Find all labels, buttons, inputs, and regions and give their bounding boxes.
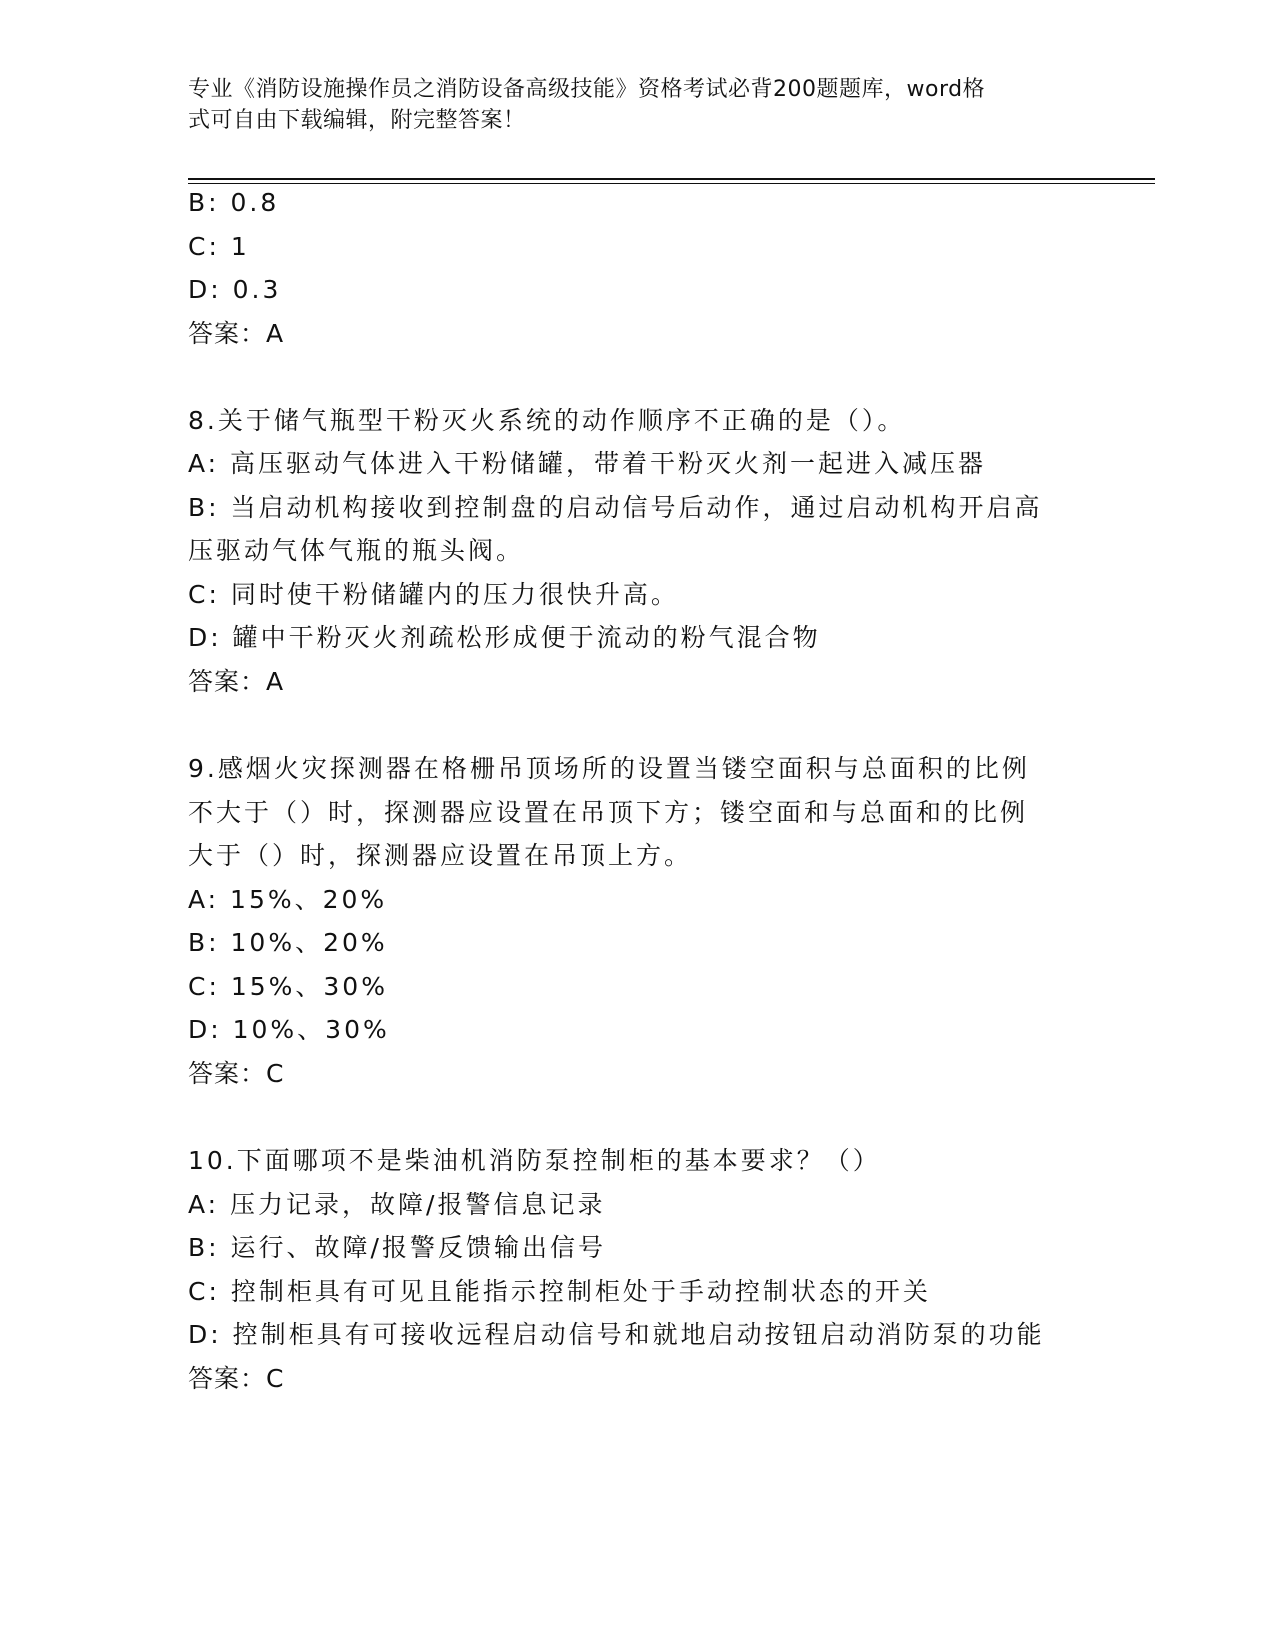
option-c: C: 1 <box>188 232 250 261</box>
option-b: B: 0.8 <box>188 188 280 217</box>
option-c: C: 15%、30% <box>188 972 388 1001</box>
question-stem-continued: 不大于（）时，探测器应设置在吊顶下方；镂空面和与总面和的比例 <box>188 798 1029 827</box>
header-line-1: 专业《消防设施操作员之消防设备高级技能》资格考试必背200题题库，word格 <box>188 77 986 102</box>
option-b: B: 当启动机构接收到控制盘的启动信号后动作，通过启动机构开启高 <box>188 493 1043 522</box>
question-stem: 8.关于储气瓶型干粉灭火系统的动作顺序不正确的是（）。 <box>188 406 906 435</box>
header-divider <box>188 178 1155 180</box>
answer-line: 答案：A <box>188 319 285 348</box>
header-line-2: 式可自由下载编辑，附完整答案！ <box>188 108 526 133</box>
option-c: C: 同时使干粉储罐内的压力很快升高。 <box>188 580 679 609</box>
option-b: B: 运行、故障/报警反馈输出信号 <box>188 1233 606 1262</box>
answer-line: 答案：C <box>188 1364 285 1393</box>
question-stem: 10.下面哪项不是柴油机消防泵控制柜的基本要求？（） <box>188 1146 881 1175</box>
header-divider-thin <box>188 183 1155 184</box>
option-d: D: 0.3 <box>188 275 282 304</box>
question-stem: 9.感烟火灾探测器在格栅吊顶场所的设置当镂空面积与总面积的比例 <box>188 754 1030 783</box>
option-d: D: 罐中干粉灭火剂疏松形成便于流动的粉气混合物 <box>188 623 821 652</box>
answer-line: 答案：C <box>188 1059 285 1088</box>
option-b-continued: 压驱动气体气瓶的瓶头阀。 <box>188 536 525 565</box>
question-stem-continued: 大于（）时，探测器应设置在吊顶上方。 <box>188 841 693 870</box>
option-b: B: 10%、20% <box>188 928 388 957</box>
option-d: D: 控制柜具有可接收远程启动信号和就地启动按钮启动消防泵的功能 <box>188 1320 1045 1349</box>
option-a: A: 压力记录，故障/报警信息记录 <box>188 1190 606 1219</box>
option-a: A: 15%、20% <box>188 885 388 914</box>
option-d: D: 10%、30% <box>188 1015 390 1044</box>
document-header <box>188 74 1088 136</box>
answer-line: 答案：A <box>188 667 285 696</box>
option-c: C: 控制柜具有可见且能指示控制柜处于手动控制状态的开关 <box>188 1277 931 1306</box>
option-a: A: 高压驱动气体进入干粉储罐，带着干粉灭火剂一起进入减压器 <box>188 449 987 478</box>
